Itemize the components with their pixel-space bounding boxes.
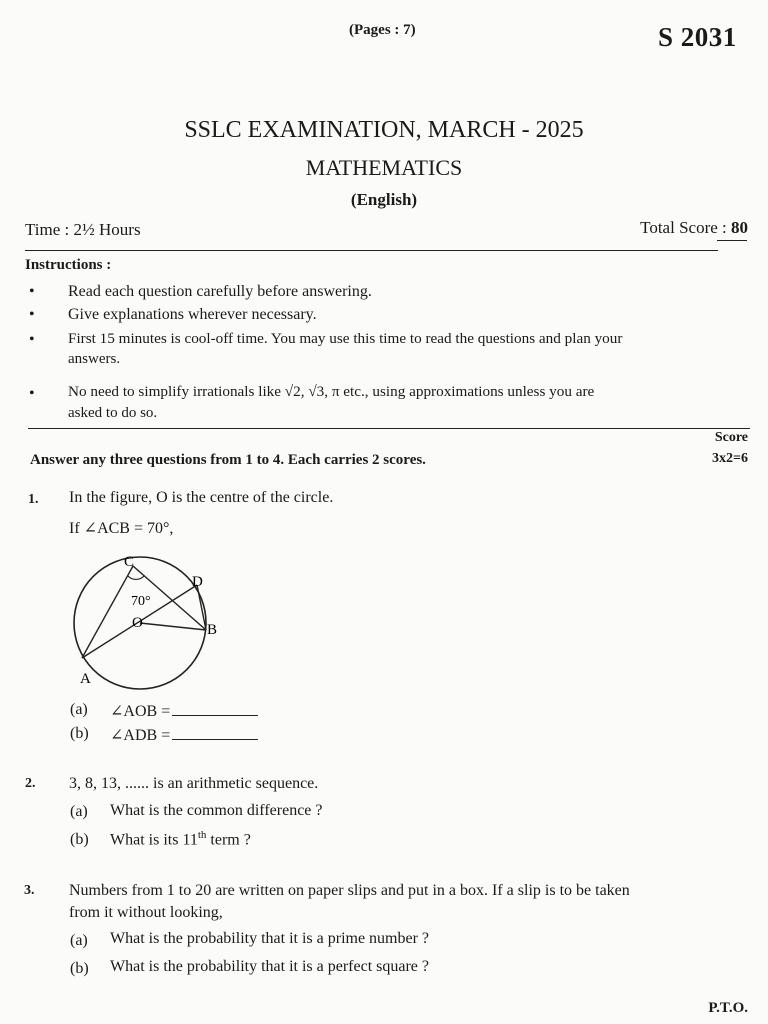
- page-turn-note: P.T.O.: [708, 1000, 748, 1016]
- radius-ob: [140, 623, 206, 630]
- question-text: from it without looking,: [69, 904, 223, 921]
- time-allowed: Time : 2½ Hours: [25, 220, 141, 239]
- part-question: ∠ADB =: [110, 727, 171, 744]
- bullet-icon: •: [29, 331, 35, 348]
- total-score: [640, 218, 748, 238]
- exam-title: SSLC EXAMINATION, MARCH - 2025: [184, 117, 584, 143]
- question-text: If ∠ACB = 70°,: [69, 520, 174, 537]
- question-number: 3.: [24, 883, 35, 898]
- part-question: What is its 11: [110, 831, 198, 849]
- part-label: (a): [70, 701, 88, 718]
- part-label: (a): [70, 932, 88, 949]
- part-question-end: term ?: [206, 831, 251, 849]
- part-label: (b): [70, 725, 89, 742]
- part-label: (b): [70, 960, 89, 977]
- part-text: [110, 829, 251, 849]
- bullet-icon: •: [29, 283, 35, 300]
- part-text: [110, 725, 258, 745]
- instruction-item: Give explanations wherever necessary.: [68, 306, 317, 323]
- label-b: B: [207, 622, 218, 638]
- part-question: ∠AOB =: [110, 703, 171, 720]
- answer-blank[interactable]: [172, 738, 258, 740]
- instruction-item: First 15 minutes is cool-off time. You may use this time to read the questions and plan your: [68, 330, 623, 347]
- label-d: D: [192, 574, 203, 590]
- label-c: C: [124, 554, 135, 570]
- paper-code: S 2031: [658, 22, 737, 52]
- label-a: A: [80, 671, 91, 687]
- page-count: (Pages : 7): [349, 22, 416, 38]
- instructions-heading: Instructions :: [25, 257, 112, 273]
- question-text: In the figure, O is the centre of the circle.: [69, 489, 334, 506]
- angle-arc: [128, 576, 144, 579]
- part-label: (a): [70, 803, 88, 820]
- total-score-label: Total Score :: [640, 218, 731, 237]
- instruction-item-continued: asked to do so.: [68, 405, 158, 417]
- ordinal-suffix: th: [197, 829, 207, 841]
- score-label: Score: [714, 430, 748, 445]
- header-divider: [25, 250, 718, 251]
- label-o: O: [132, 615, 143, 631]
- bullet-icon: •: [29, 306, 35, 323]
- instruction-item: Read each question carefully before answering.: [68, 283, 372, 300]
- part-text: What is the probability that it is a perfect square ?: [110, 958, 429, 975]
- question-number: 2.: [25, 776, 36, 791]
- angle-label: 70°: [131, 594, 151, 609]
- score-value: 3x2=6: [712, 451, 748, 466]
- section-heading: Answer any three questions from 1 to 4. Each carries 2 scores.: [30, 452, 426, 468]
- instruction-item-continued: answers.: [68, 351, 121, 367]
- total-score-value: 80: [731, 218, 748, 237]
- instruction-item: No need to simplify irrationals like √2, √3, π etc., using approximations unless you are: [68, 383, 595, 400]
- bullet-icon: •: [29, 385, 35, 402]
- total-score-underline: [717, 240, 747, 241]
- question-text: 3, 8, 13, ...... is an arithmetic sequence.: [69, 775, 319, 792]
- part-text: What is the probability that it is a prime number ?: [110, 930, 430, 947]
- answer-blank[interactable]: [172, 714, 258, 716]
- question-number: 1.: [28, 492, 39, 507]
- subject-title: MATHEMATICS: [305, 155, 463, 180]
- part-label: (b): [70, 831, 89, 848]
- question-text: Numbers from 1 to 20 are written on paper slips and put in a box. If a slip is to be taken: [69, 882, 630, 899]
- part-text: What is the common difference ?: [110, 802, 323, 819]
- part-text: [110, 701, 258, 721]
- language-label: (English): [350, 190, 418, 209]
- instructions-divider: [28, 428, 750, 429]
- circle-figure: [60, 550, 260, 690]
